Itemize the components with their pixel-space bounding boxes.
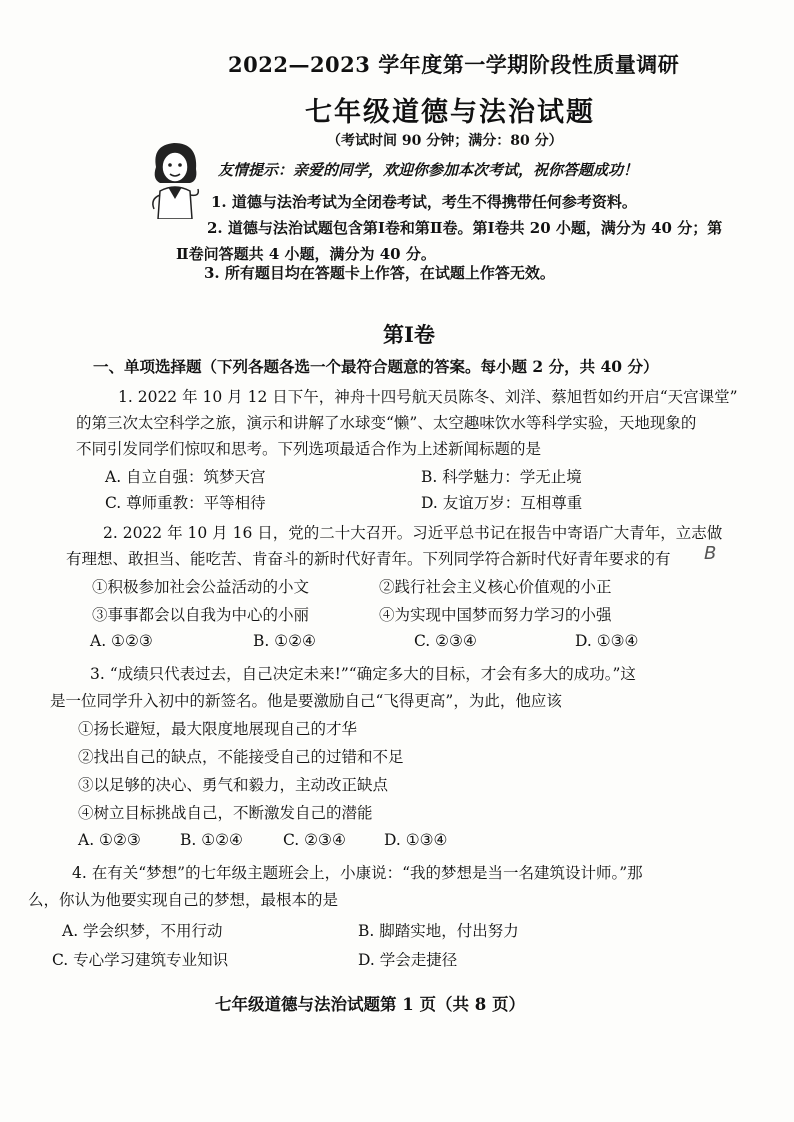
q4-option-c: C. 专心学习建筑专业知识 [52, 951, 229, 969]
q3-line-2: 是一位同学升入初中的新签名。他是要激励自己“飞得更高”，为此，他应该 [50, 692, 562, 710]
q4-option-d: D. 学会走捷径 [358, 951, 458, 969]
q2-statement-3: ③事事都会以自我为中心的小丽 [92, 606, 310, 624]
handwritten-answer-mark: B [704, 543, 717, 564]
q3-option-a: A. ①②③ [78, 831, 141, 849]
q1-option-c: C. 尊师重教：平等相待 [105, 494, 266, 512]
q4-option-a: A. 学会织梦，不用行动 [62, 922, 223, 940]
q4-line-1: 4. 在有关“梦想”的七年级主题班会上，小康说：“我的梦想是当一名建筑设计师。”那 [72, 864, 643, 882]
section-title: 第Ⅰ卷 [383, 322, 435, 347]
q3-statement-4: ④树立目标挑战自己，不断激发自己的潜能 [78, 804, 373, 822]
q3-statement-3: ③以足够的决心、勇气和毅力，主动改正缺点 [78, 776, 389, 794]
q2-option-d: D. ①③④ [575, 632, 639, 650]
page-footer: 七年级道德与法治试题第 1 页（共 8 页） [215, 995, 525, 1014]
q2-statement-2: ②践行社会主义核心价值观的小正 [379, 578, 612, 596]
notice-3: 3. 所有题目均在答题卡上作答，在试题上作答无效。 [204, 264, 555, 282]
q2-option-a: A. ①②③ [90, 632, 153, 650]
notice-1: 1. 道德与法治考试为全闭卷考试，考生不得携带任何参考资料。 [211, 193, 637, 211]
q1-option-b: B. 科学魅力：学无止境 [421, 468, 582, 486]
q3-option-b: B. ①②④ [180, 831, 243, 849]
exam-meta: （考试时间 90 分钟；满分：80 分） [327, 133, 563, 149]
exam-session-title: 2022—2023 学年度第一学期阶段性质量调研 [228, 52, 680, 77]
q3-line-1: 3. “成绩只代表过去，自己决定未来!”“确定多大的目标，才会有多大的成功。”这 [90, 665, 636, 683]
q2-option-c: C. ②③④ [414, 632, 477, 650]
q2-option-b: B. ①②④ [253, 632, 316, 650]
tip-label: 友情提示： [218, 161, 294, 179]
q3-option-c: C. ②③④ [283, 831, 346, 849]
part-heading: 一、单项选择题（下列各题各选一个最符合题意的答案。每小题 2 分，共 40 分） [93, 357, 659, 376]
q4-line-2: 么，你认为他要实现自己的梦想，最根本的是 [28, 891, 339, 909]
q3-statement-1: ①扬长避短，最大限度地展现自己的才华 [78, 720, 358, 738]
q4-option-b: B. 脚踏实地，付出努力 [358, 922, 519, 940]
notice-2-cont: Ⅱ卷问答题共 4 小题，满分为 40 分。 [176, 245, 436, 263]
q1-line-1: 1. 2022 年 10 月 12 日下午，神舟十四号航天员陈冬、刘洋、蔡旭哲如约开启“天宫课堂” [118, 388, 738, 406]
tip-greeting: 亲爱的同学，欢迎你参加本次考试，祝你答题成功！ [293, 161, 639, 179]
page-title: 七年级道德与法治试题 [305, 97, 595, 128]
q2-statement-1: ①积极参加社会公益活动的小文 [92, 578, 310, 596]
tip-line [218, 159, 638, 180]
q3-option-d: D. ①③④ [384, 831, 448, 849]
q1-option-d: D. 友谊万岁：互相尊重 [421, 494, 583, 512]
q2-line-2: 有理想、敢担当、能吃苦、肯奋斗的新时代好青年。下列同学符合新时代好青年要求的有 [66, 550, 671, 568]
q1-option-a: A. 自立自强：筑梦天宫 [105, 468, 266, 486]
teacher-mascot-icon [146, 139, 204, 219]
q3-statement-2: ②找出自己的缺点，不能接受自己的过错和不足 [78, 748, 404, 766]
q2-statement-4: ④为实现中国梦而努力学习的小强 [379, 606, 612, 624]
q1-line-2: 的第三次太空科学之旅，演示和讲解了水球变“懒”、太空趣味饮水等科学实验，天地现象的 [76, 414, 697, 432]
notice-2: 2. 道德与法治试题包含第Ⅰ卷和第Ⅱ卷。第Ⅰ卷共 20 小题，满分为 40 分；第 [207, 219, 723, 237]
q2-line-1: 2. 2022 年 10 月 16 日，党的二十大召开。习近平总书记在报告中寄语广大青年，立志做 [103, 524, 723, 542]
q1-line-3: 不同引发同学们惊叹和思考。下列选项最适合作为上述新闻标题的是 [76, 440, 542, 458]
